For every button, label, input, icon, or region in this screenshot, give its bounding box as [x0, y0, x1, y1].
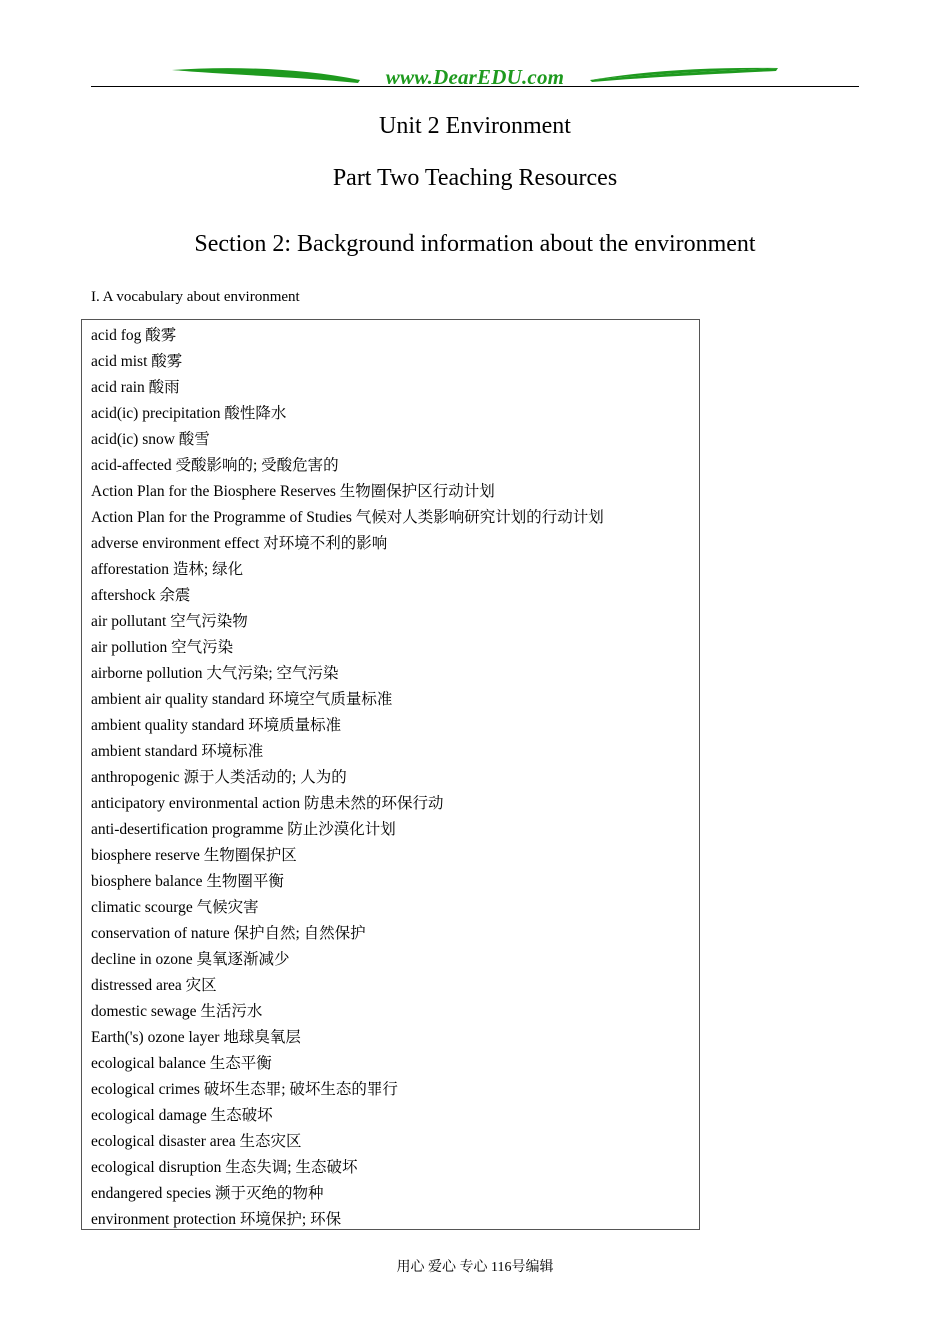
vocabulary-item: ambient air quality standard 环境空气质量标准 [91, 691, 393, 708]
vocabulary-list [82, 320, 699, 1233]
vocabulary-item: acid-affected 受酸影响的; 受酸危害的 [91, 457, 339, 474]
vocabulary-item: Earth('s) ozone layer 地球臭氧层 [91, 1029, 301, 1046]
vocabulary-item: biosphere balance 生物圈平衡 [91, 873, 284, 890]
vocabulary-item: acid(ic) precipitation 酸性降水 [91, 405, 287, 422]
page-header [0, 0, 950, 100]
vocabulary-item: airborne pollution 大气污染; 空气污染 [91, 665, 339, 682]
vocabulary-item: ecological balance 生态平衡 [91, 1055, 272, 1072]
vocabulary-heading: I. A vocabulary about environment [91, 289, 300, 305]
vocabulary-item: decline in ozone 臭氧逐渐减少 [91, 951, 290, 968]
vocabulary-item: afforestation 造林; 绿化 [91, 561, 244, 578]
vocabulary-item: Action Plan for the Biosphere Reserves 生物圈保护区行动计划 [91, 483, 495, 500]
unit-title: Unit 2 Environment [379, 113, 571, 139]
vocabulary-item: ecological damage 生态破坏 [91, 1107, 273, 1124]
vocabulary-item: ecological crimes 破坏生态罪; 破坏生态的罪行 [91, 1081, 398, 1098]
vocabulary-item: anthropogenic 源于人类活动的; 人为的 [91, 769, 347, 786]
vocabulary-item: adverse environment effect 对环境不利的影响 [91, 535, 388, 552]
vocabulary-item: air pollutant 空气污染物 [91, 613, 248, 630]
logo-text: www.DearEDU.com [385, 65, 565, 89]
vocabulary-item: anticipatory environmental action 防患未然的环保行动 [91, 795, 444, 812]
part-title: Part Two Teaching Resources [332, 165, 618, 191]
vocabulary-item: biosphere reserve 生物圈保护区 [91, 847, 297, 864]
vocabulary-item: endangered species 濒于灭绝的物种 [91, 1185, 324, 1202]
vocabulary-item: acid mist 酸雾 [91, 353, 183, 370]
vocabulary-item: air pollution 空气污染 [91, 639, 234, 656]
vocabulary-item: distressed area 灾区 [91, 977, 217, 994]
vocabulary-item: acid fog 酸雾 [91, 327, 177, 344]
page-footer: 用心 爱心 专心 116号编辑 [396, 1260, 554, 1275]
vocabulary-item: Action Plan for the Programme of Studies 气候对人类影响研究计划的行动计划 [91, 509, 604, 526]
vocabulary-box [81, 319, 700, 1230]
vocabulary-item: conservation of nature 保护自然; 自然保护 [91, 925, 366, 942]
header-rule [91, 86, 859, 87]
vocabulary-item: aftershock 余震 [91, 587, 191, 604]
vocabulary-item: ambient quality standard 环境质量标准 [91, 717, 342, 734]
vocabulary-item: acid rain 酸雨 [91, 379, 180, 396]
vocabulary-item: ecological disruption 生态失调; 生态破坏 [91, 1159, 358, 1176]
vocabulary-item: ambient standard 环境标准 [91, 743, 264, 760]
vocabulary-item: climatic scourge 气候灾害 [91, 899, 259, 916]
vocabulary-item: acid(ic) snow 酸雪 [91, 431, 210, 448]
section-title: Section 2: Background information about the environment [194, 231, 756, 257]
vocabulary-item: environment protection 环境保护; 环保 [91, 1211, 342, 1228]
vocabulary-item: ecological disaster area 生态灾区 [91, 1133, 302, 1150]
vocabulary-item: domestic sewage 生活污水 [91, 1003, 263, 1020]
vocabulary-item: anti-desertification programme 防止沙漠化计划 [91, 821, 396, 838]
